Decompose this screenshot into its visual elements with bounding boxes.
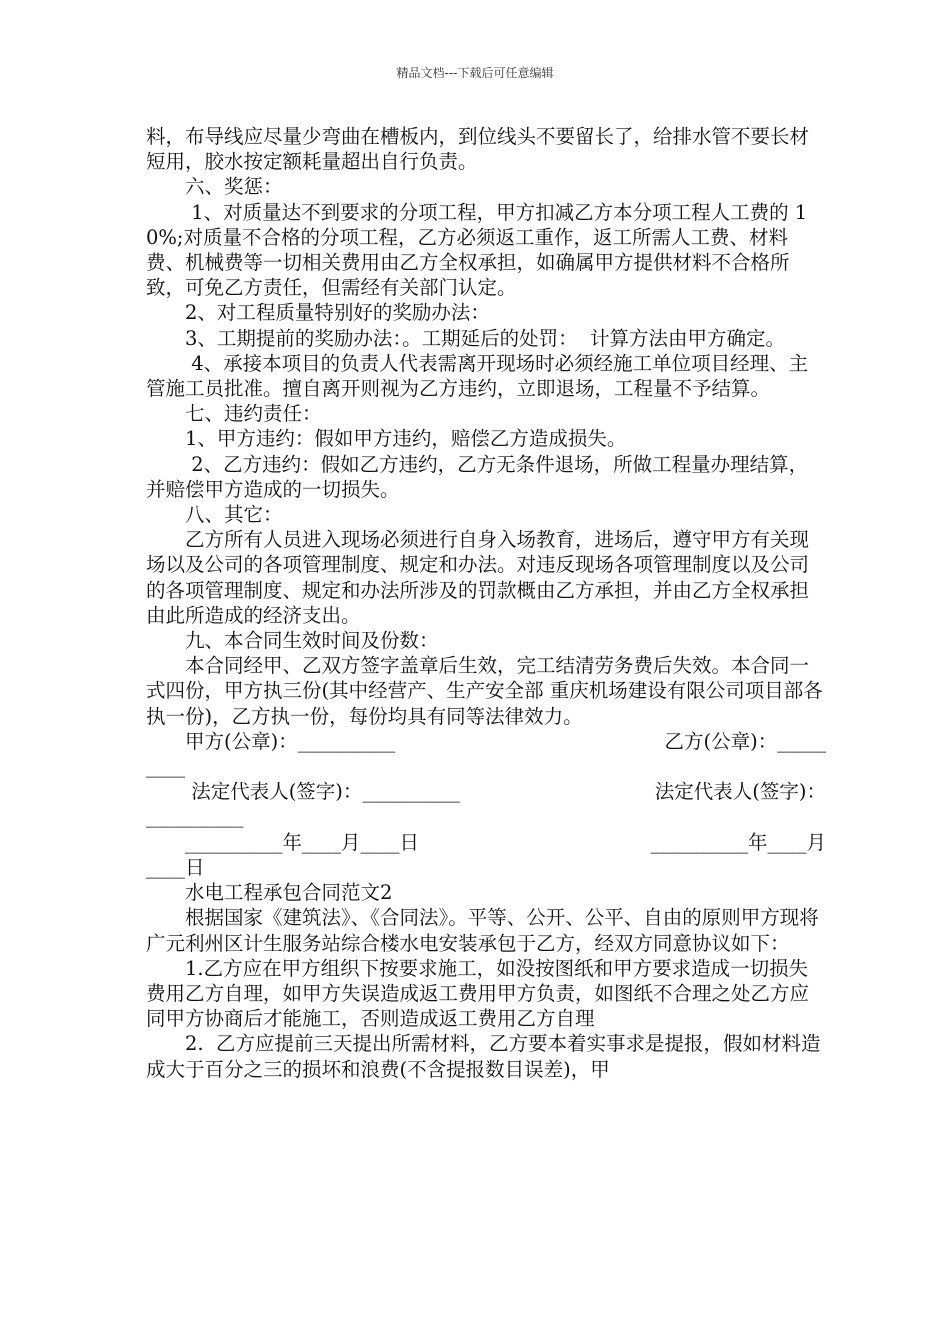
party-b-representative: 法定代表人(签字)：	[654, 780, 826, 804]
paragraph: 4、承接本项目的负责人代表需离开现场时必须经施工单位项目经理、主管施工员批准。擅自离开则视为乙方违约，立即退场，工程量不予结算。	[146, 351, 809, 401]
paragraph: 2. 乙方应提前三天提出所需材料，乙方要本着实事求是提报，假如材料造成大于百分之三的损坏和浪费(不含提报数目误差)，甲	[146, 1032, 821, 1081]
paragraph: 根据国家《建筑法》、《合同法》。平等、公开、公平、自由的原则甲方现将广元利州区计生服务站综合楼水电安装承包于乙方，经双方同意协议如下：	[146, 906, 819, 955]
party-b-date-continued: ____日	[146, 855, 205, 879]
section-heading-breach: 七、违约责任：	[146, 402, 322, 426]
signature-seal-line	[146, 729, 826, 754]
party-a-seal: 甲方(公章)：__________	[146, 729, 396, 753]
party-b-seal: 乙方(公章)：_____	[664, 729, 826, 753]
section-title-template-2: 水电工程承包合同范文2	[146, 881, 393, 905]
section-heading-other: 八、其它：	[146, 503, 283, 527]
party-a-date: __________年____月____日	[146, 830, 420, 854]
section-heading-validity: 九、本合同生效时间及份数：	[146, 629, 439, 653]
section-heading-rewards: 六、奖惩：	[146, 175, 283, 199]
page-header: 精品文档---下载后可任意编辑	[396, 66, 554, 80]
paragraph: 1.乙方应在甲方组织下按要求施工，如没按图纸和甲方要求造成一切损失费用乙方自理，如甲方失误造成返工费用甲方负责，如图纸不合理之处乙方应同甲方协商后才能施工，否则造成返工费用乙方自理	[146, 956, 810, 1031]
party-b-seal-continued: ____	[146, 755, 185, 779]
party-b-date: __________年____月	[650, 830, 826, 854]
paragraph: 2、对工程质量特别好的奖励办法：	[146, 301, 490, 325]
paragraph: 乙方所有人员进入现场必须进行自身入场教育，进场后，遵守甲方有关现场以及公司的各项管理制度、规定和办法。对违反现场各项管理制度以及公司的各项管理制度、规定和办法所涉及的罚款概由乙方承担，并由乙方全权承担由此所造成的经济支出。	[146, 528, 810, 627]
party-a-representative: 法定代表人(签字)：__________	[146, 780, 460, 804]
signature-rep-line	[146, 779, 826, 804]
paragraph: 3、工期提前的奖励办法：。工期延后的处罚： 计算方法由甲方确定。	[146, 326, 786, 350]
paragraph: 1、对质量达不到要求的分项工程，甲方扣减乙方本分项工程人工费的 10%;对质量不合格的分项工程，乙方必须返工重作，返工所需人工费、材料费、机械费等一切相关费用由乙方全权承担，如确属甲方提供材料不合格所致，可免乙方责任，但需经有关部门认定。	[146, 200, 808, 300]
paragraph: 本合同经甲、乙双方签字盖章后生效，完工结清劳务费后失效。本合同一式四份，甲方执三份(其中经营产、生产安全部 重庆机场建设有限公司项目部各执一份)，乙方执一份，每份均具有同等法律效力。	[146, 654, 823, 728]
party-b-representative-continued: __________	[146, 805, 244, 829]
paragraph: 料，布导线应尽量少弯曲在槽板内，到位线头不要留长了，给排水管不要长材短用，胶水按定额耗量超出自行负责。	[146, 125, 810, 174]
document-body	[146, 124, 826, 1082]
paragraph: 1、甲方违约：假如甲方违约，赔偿乙方造成损失。	[146, 427, 627, 451]
paragraph: 2、乙方违约：假如乙方违约，乙方无条件退场，所做工程量办理结算，并赔偿甲方造成的一切损失。	[146, 452, 809, 501]
signature-date-line	[146, 830, 826, 855]
